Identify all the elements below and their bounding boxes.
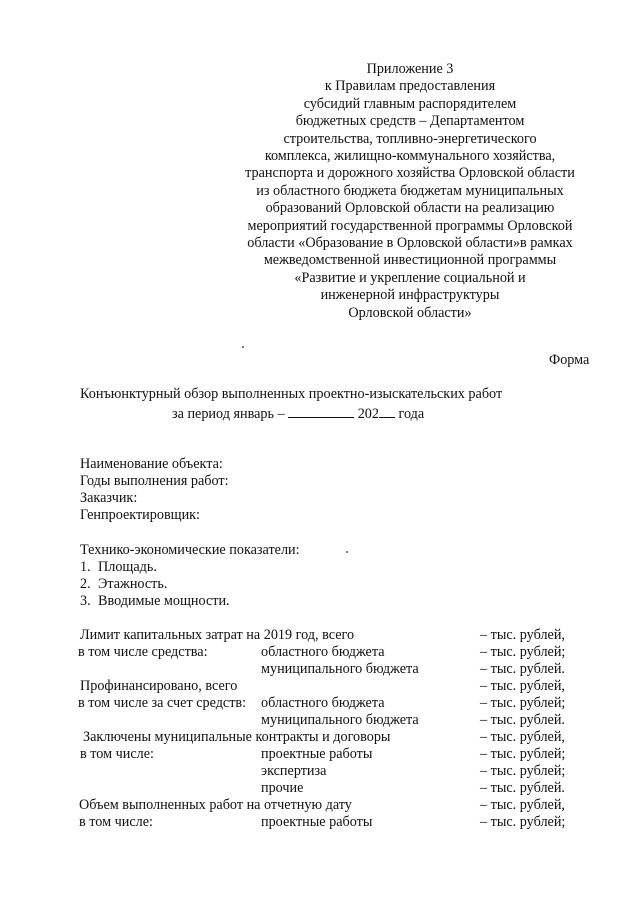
table-row-amount: – тыс. рублей, [480, 678, 565, 694]
indicator-item [80, 593, 230, 610]
appendix-line: мероприятий государственной программы Орловской [247, 217, 573, 234]
table-row-category: проектные работы [261, 814, 373, 830]
table-row-amount: – тыс. рублей, [480, 729, 565, 745]
table-row-amount: – тыс. рублей; [480, 763, 566, 779]
appendix-line: «Развитие и укрепление социальной и [294, 269, 526, 286]
table-row-label: в том числе: [80, 746, 154, 762]
table-row-amount: – тыс. рублей; [480, 746, 566, 762]
period-month-blank [288, 404, 354, 418]
year-suffix: года [398, 406, 425, 422]
table-row-amount: – тыс. рублей; [480, 695, 566, 711]
appendix-line: строительства, топливно-энергетического [283, 130, 537, 147]
document-title: Конъюнктурный обзор выполненных проектно-изыскательских работ [80, 386, 503, 402]
table-row-label: Заключены муниципальные контракты и договоры [83, 729, 391, 745]
scan-speck [242, 346, 244, 348]
table-row-amount: – тыс. рублей. [480, 712, 565, 728]
appendix-line: субсидий главным распорядителем [303, 95, 517, 112]
appendix-line: бюджетных средств – Департаментом [295, 113, 525, 130]
indicator-number: 1. [80, 559, 91, 575]
appendix-line: области «Образование в Орловской области»в рамках [247, 235, 573, 252]
period-prefix: за период январь – [172, 406, 285, 422]
indicator-number: 3. [80, 593, 91, 609]
indicator-text: Вводимые мощности. [98, 593, 230, 609]
scan-speck [346, 551, 348, 553]
reporting-period [172, 404, 424, 423]
field-general-designer: Генпроектировщик: [80, 507, 200, 523]
table-row-category: прочие [261, 780, 304, 796]
field-customer: Заказчик: [80, 490, 138, 506]
indicator-text: Этажность. [98, 576, 168, 592]
appendix-line: к Правилам предоставления [324, 78, 496, 95]
field-object-name: Наименование объекта: [80, 456, 223, 472]
table-row-amount: – тыс. рублей, [480, 627, 565, 643]
table-row-label: Объем выполненных работ на отчетную дату [79, 797, 352, 813]
table-row-category: муниципального бюджета [261, 661, 419, 677]
year-prefix: 202 [357, 406, 379, 422]
table-row-amount: – тыс. рублей; [480, 644, 566, 660]
year-blank [379, 404, 395, 418]
table-row-amount: – тыс. рублей; [480, 814, 566, 830]
appendix-line: Орловской области» [348, 304, 472, 321]
appendix-line: инженерной инфраструктуры [320, 287, 500, 304]
table-row-label: в том числе: [79, 814, 153, 830]
form-label: Форма [549, 352, 590, 368]
appendix-line: межведомственной инвестиционной программы [263, 252, 557, 269]
table-row-label: Профинансировано, всего [80, 678, 238, 694]
appendix-line: из областного бюджета бюджетам муниципальных [256, 182, 564, 199]
appendix-header [180, 61, 640, 322]
table-row-category: проектные работы [261, 746, 373, 762]
table-row-category: областного бюджета [261, 644, 385, 660]
appendix-line: образований Орловской области на реализацию [265, 200, 555, 217]
indicator-number: 2. [80, 576, 91, 592]
table-row-label: в том числе средства: [78, 644, 208, 660]
field-work-years: Годы выполнения работ: [80, 473, 229, 489]
indicator-text: Площадь. [98, 559, 157, 575]
table-row-category: областного бюджета [261, 695, 385, 711]
appendix-line: Приложение 3 [366, 61, 454, 77]
table-row-amount: – тыс. рублей. [480, 661, 565, 677]
table-row-amount: – тыс. рублей. [480, 780, 565, 796]
table-row-category: муниципального бюджета [261, 712, 419, 728]
table-row-label: Лимит капитальных затрат на 2019 год, всего [80, 627, 355, 643]
table-row-label: в том числе за счет средств: [78, 695, 247, 711]
indicator-item [80, 559, 157, 576]
table-row-amount: – тыс. рублей, [480, 797, 565, 813]
appendix-line: комплекса, жилищно-коммунального хозяйства, [264, 148, 556, 165]
table-row-category: экспертиза [261, 763, 327, 779]
indicators-heading: Технико-экономические показатели: [80, 542, 300, 558]
indicator-item [80, 576, 167, 593]
appendix-line: транспорта и дорожного хозяйства Орловской области [245, 165, 575, 182]
